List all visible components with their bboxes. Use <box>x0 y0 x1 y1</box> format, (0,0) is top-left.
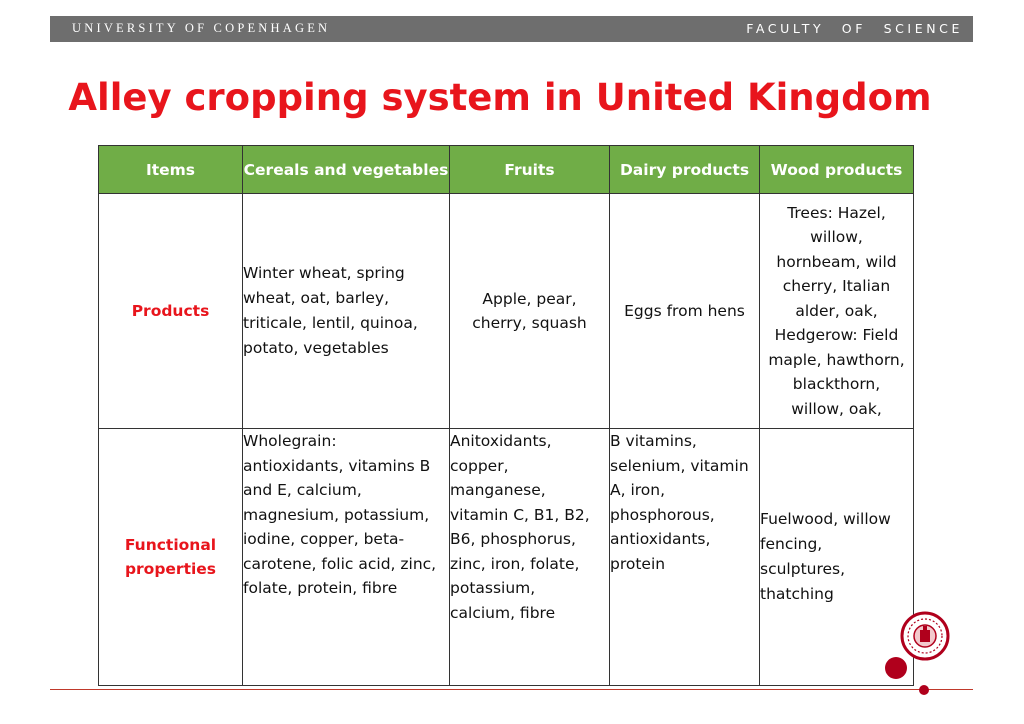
cell-line: manganese, <box>450 481 546 499</box>
cell-line: Fuelwood, willow <box>760 510 891 528</box>
cell-functional-cereals <box>243 429 450 686</box>
decorative-dot-small <box>919 685 929 695</box>
column-header-fruits: Fruits <box>450 146 610 194</box>
row-label-functional-properties <box>99 429 243 686</box>
cell-line: calcium, fibre <box>450 603 556 622</box>
cell-line: cherry, Italian <box>782 277 891 296</box>
row-label-products <box>99 194 243 429</box>
cell-line: A, iron, <box>610 481 666 499</box>
cell-line: iodine, copper, beta- <box>243 530 405 548</box>
cell-line: wheat, oat, barley, <box>243 289 390 307</box>
cell-line: and E, calcium, <box>243 481 362 499</box>
cell-products-cereals <box>243 194 450 429</box>
faculty-name: FACULTY OF SCIENCE <box>746 21 963 36</box>
table-row-functional-properties <box>99 429 914 686</box>
decorative-dot-large <box>885 657 907 679</box>
cell-line: selenium, vitamin <box>610 456 749 475</box>
column-header-dairy: Dairy products <box>610 146 760 194</box>
cell-line: carotene, folic acid, zinc, <box>243 554 437 573</box>
column-header-items: Items <box>99 146 243 194</box>
cell-line: folate, protein, fibre <box>243 579 398 597</box>
cell-line: phosphorous, <box>610 505 715 524</box>
cell-line: hornbeam, wild <box>776 252 897 271</box>
cell-line: Winter wheat, spring <box>243 264 405 282</box>
cell-line: maple, hawthorn, <box>768 350 905 369</box>
cell-line: thatching <box>760 585 834 603</box>
cell-line: Apple, pear, <box>482 289 577 308</box>
university-seal-icon <box>900 611 950 661</box>
cell-line: antioxidants, <box>610 530 711 548</box>
cell-line: Wholegrain: <box>243 432 337 450</box>
cell-line: Anitoxidants, <box>450 432 552 450</box>
cell-line: protein <box>610 554 666 573</box>
cell-line: blackthorn, <box>792 375 881 394</box>
cell-line: zinc, iron, folate, <box>450 554 580 573</box>
cell-products-wood <box>760 194 914 429</box>
cell-line: cherry, squash <box>472 314 587 332</box>
footer-line <box>50 689 973 690</box>
cell-line: potassium, <box>450 579 536 597</box>
column-header-cereals: Cereals and vegetables <box>243 146 450 194</box>
cell-functional-wood <box>760 429 914 686</box>
cell-functional-dairy <box>610 429 760 686</box>
cell-products-fruits <box>450 194 610 429</box>
cell-line: B vitamins, <box>610 432 697 450</box>
cell-line: willow, oak, <box>791 399 882 418</box>
table-header-row <box>99 146 914 194</box>
cell-line: fencing, <box>760 535 823 553</box>
university-name: UNIVERSITY OF COPENHAGEN <box>72 21 331 35</box>
alley-cropping-table <box>98 145 914 686</box>
row-label-line: Functional <box>124 536 217 554</box>
cell-line: copper, <box>450 456 509 475</box>
cell-line: Trees: Hazel, <box>787 203 886 222</box>
cell-line: sculptures, <box>760 560 846 578</box>
row-label-line: properties <box>124 560 217 578</box>
cell-line: B6, phosphorus, <box>450 530 576 548</box>
cell-line: willow, <box>810 228 863 247</box>
cell-products-dairy <box>610 194 760 429</box>
column-header-wood: Wood products <box>760 146 914 194</box>
header-bar <box>50 16 973 42</box>
cell-functional-fruits <box>450 429 610 686</box>
cell-line: Eggs from hens <box>624 301 745 320</box>
slide-title: Alley cropping system in United Kingdom <box>68 76 932 119</box>
cell-line: triticale, lentil, quinoa, <box>243 314 418 332</box>
row-label: Products <box>131 302 210 320</box>
table-row-products <box>99 194 914 429</box>
cell-line: vitamin C, B1, B2, <box>450 505 590 524</box>
cell-line: magnesium, potassium, <box>243 505 430 524</box>
cell-line: alder, oak, <box>795 301 878 320</box>
cell-line: Hedgerow: Field <box>774 326 899 345</box>
cell-line: potato, vegetables <box>243 339 389 357</box>
cell-line: antioxidants, vitamins B <box>243 456 431 475</box>
